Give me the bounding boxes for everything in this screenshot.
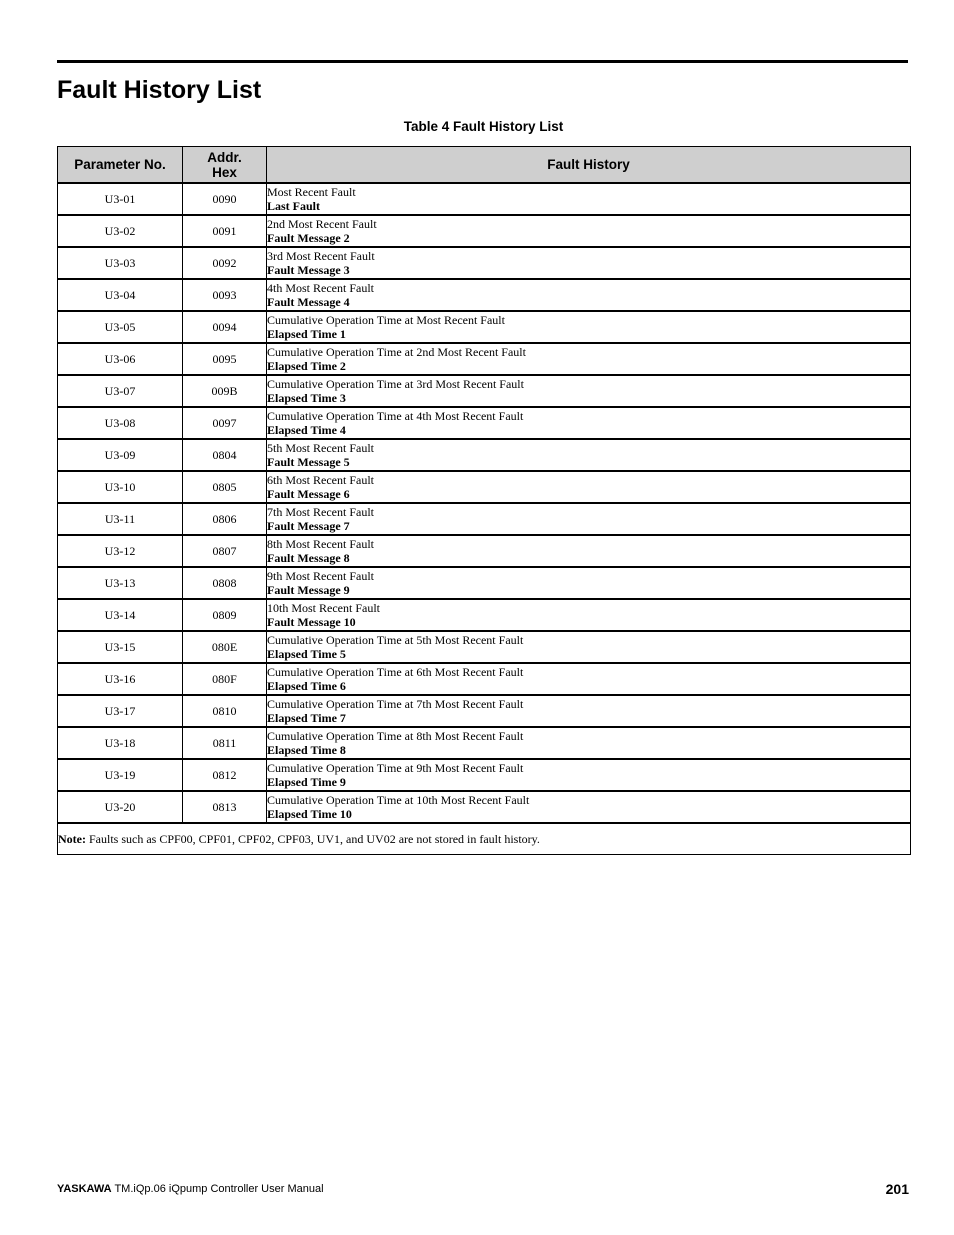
addr-hex-cell: 0097 bbox=[183, 407, 267, 439]
fault-display-name: Elapsed Time 8 bbox=[267, 743, 346, 757]
table-row bbox=[58, 791, 911, 823]
addr-hex-cell: 0810 bbox=[183, 695, 267, 727]
table-row bbox=[58, 407, 911, 439]
fault-display-name: Elapsed Time 2 bbox=[267, 359, 346, 373]
fault-history-cell bbox=[267, 375, 911, 407]
fault-description: Cumulative Operation Time at 10th Most Recent Fault bbox=[267, 793, 530, 807]
fault-description: Cumulative Operation Time at 5th Most Recent Fault bbox=[267, 633, 524, 647]
fault-display-name: Last Fault bbox=[267, 199, 321, 213]
parameter-no-cell: U3-09 bbox=[58, 439, 183, 471]
parameter-no-cell: U3-07 bbox=[58, 375, 183, 407]
addr-hex-cell: 080F bbox=[183, 663, 267, 695]
addr-hex-cell: 0805 bbox=[183, 471, 267, 503]
parameter-no-cell: U3-01 bbox=[58, 183, 183, 215]
fault-description: 3rd Most Recent Fault bbox=[267, 249, 375, 263]
table-row bbox=[58, 343, 911, 375]
parameter-no-cell: U3-04 bbox=[58, 279, 183, 311]
fault-display-name: Fault Message 2 bbox=[267, 231, 350, 245]
addr-hex-cell: 0808 bbox=[183, 567, 267, 599]
fault-history-cell bbox=[267, 471, 911, 503]
page-number: 201 bbox=[885, 1181, 909, 1197]
fault-history-cell bbox=[267, 759, 911, 791]
parameter-no-cell: U3-20 bbox=[58, 791, 183, 823]
parameter-no-cell: U3-05 bbox=[58, 311, 183, 343]
table-row bbox=[58, 183, 911, 215]
table-header-row bbox=[58, 147, 911, 184]
addr-hex-cell: 0090 bbox=[183, 183, 267, 215]
fault-history-cell bbox=[267, 343, 911, 375]
table-row bbox=[58, 247, 911, 279]
fault-description: 5th Most Recent Fault bbox=[267, 441, 374, 455]
fault-history-cell bbox=[267, 215, 911, 247]
addr-hex-cell: 0094 bbox=[183, 311, 267, 343]
table-row bbox=[58, 631, 911, 663]
parameter-no-cell: U3-17 bbox=[58, 695, 183, 727]
fault-history-cell bbox=[267, 439, 911, 471]
table-row bbox=[58, 311, 911, 343]
fault-description: Cumulative Operation Time at 6th Most Recent Fault bbox=[267, 665, 524, 679]
table-row bbox=[58, 567, 911, 599]
table-row bbox=[58, 599, 911, 631]
parameter-no-cell: U3-10 bbox=[58, 471, 183, 503]
fault-history-cell bbox=[267, 279, 911, 311]
parameter-no-cell: U3-13 bbox=[58, 567, 183, 599]
fault-description: 4th Most Recent Fault bbox=[267, 281, 374, 295]
addr-hex-cell: 0812 bbox=[183, 759, 267, 791]
parameter-no-cell: U3-11 bbox=[58, 503, 183, 535]
fault-history-cell bbox=[267, 695, 911, 727]
fault-display-name: Elapsed Time 7 bbox=[267, 711, 346, 725]
table-row bbox=[58, 375, 911, 407]
footer-brand: YASKAWA bbox=[57, 1183, 112, 1195]
fault-history-cell bbox=[267, 599, 911, 631]
addr-hex-cell: 080E bbox=[183, 631, 267, 663]
header-parameter-no: Parameter No. bbox=[58, 147, 183, 184]
note-text: Faults such as CPF00, CPF01, CPF02, CPF03, UV1, and UV02 are not stored in fault history. bbox=[85, 832, 540, 846]
parameter-no-cell: U3-06 bbox=[58, 343, 183, 375]
table-row bbox=[58, 471, 911, 503]
fault-description: 2nd Most Recent Fault bbox=[267, 217, 377, 231]
fault-display-name: Fault Message 7 bbox=[267, 519, 350, 533]
addr-hex-cell: 0807 bbox=[183, 535, 267, 567]
fault-description: Cumulative Operation Time at 3rd Most Recent Fault bbox=[267, 377, 524, 391]
addr-hex-cell: 0806 bbox=[183, 503, 267, 535]
note-label: Note: bbox=[58, 832, 86, 846]
parameter-no-cell: U3-12 bbox=[58, 535, 183, 567]
fault-display-name: Elapsed Time 3 bbox=[267, 391, 346, 405]
fault-display-name: Fault Message 6 bbox=[267, 487, 350, 501]
fault-display-name: Fault Message 10 bbox=[267, 615, 356, 629]
table-body bbox=[58, 183, 911, 855]
parameter-no-cell: U3-19 bbox=[58, 759, 183, 791]
addr-hex-cell: 0809 bbox=[183, 599, 267, 631]
fault-display-name: Fault Message 4 bbox=[267, 295, 350, 309]
top-rule bbox=[57, 60, 908, 63]
fault-display-name: Elapsed Time 4 bbox=[267, 423, 346, 437]
footer-document-title bbox=[57, 1183, 324, 1195]
table-row bbox=[58, 663, 911, 695]
table-row bbox=[58, 439, 911, 471]
parameter-no-cell: U3-14 bbox=[58, 599, 183, 631]
parameter-no-cell: U3-15 bbox=[58, 631, 183, 663]
parameter-no-cell: U3-16 bbox=[58, 663, 183, 695]
fault-description: Cumulative Operation Time at 4th Most Recent Fault bbox=[267, 409, 524, 423]
table-row bbox=[58, 695, 911, 727]
page-title: Fault History List bbox=[57, 76, 262, 104]
fault-description: 10th Most Recent Fault bbox=[267, 601, 380, 615]
parameter-no-cell: U3-08 bbox=[58, 407, 183, 439]
fault-description: Most Recent Fault bbox=[267, 185, 356, 199]
fault-history-table bbox=[57, 146, 911, 855]
fault-display-name: Fault Message 3 bbox=[267, 263, 350, 277]
fault-description: 8th Most Recent Fault bbox=[267, 537, 374, 551]
fault-description: Cumulative Operation Time at Most Recent Fault bbox=[267, 313, 505, 327]
header-hex-label: Hex bbox=[212, 164, 237, 180]
addr-hex-cell: 0092 bbox=[183, 247, 267, 279]
fault-display-name: Elapsed Time 10 bbox=[267, 807, 352, 821]
fault-description: Cumulative Operation Time at 8th Most Recent Fault bbox=[267, 729, 524, 743]
table-row bbox=[58, 535, 911, 567]
table-row bbox=[58, 727, 911, 759]
parameter-no-cell: U3-03 bbox=[58, 247, 183, 279]
fault-description: 7th Most Recent Fault bbox=[267, 505, 374, 519]
fault-display-name: Elapsed Time 6 bbox=[267, 679, 346, 693]
table-caption: Table 4 Fault History List bbox=[403, 119, 564, 134]
header-addr-label: Addr. bbox=[207, 149, 242, 165]
fault-description: Cumulative Operation Time at 7th Most Recent Fault bbox=[267, 697, 524, 711]
fault-display-name: Elapsed Time 5 bbox=[267, 647, 346, 661]
fault-history-cell bbox=[267, 567, 911, 599]
fault-display-name: Elapsed Time 1 bbox=[267, 327, 346, 341]
fault-history-cell bbox=[267, 791, 911, 823]
fault-history-cell bbox=[267, 535, 911, 567]
fault-history-cell bbox=[267, 247, 911, 279]
header-fault-history: Fault History bbox=[267, 147, 911, 184]
fault-description: Cumulative Operation Time at 9th Most Recent Fault bbox=[267, 761, 524, 775]
fault-history-cell bbox=[267, 311, 911, 343]
fault-display-name: Fault Message 9 bbox=[267, 583, 350, 597]
fault-history-cell bbox=[267, 503, 911, 535]
fault-display-name: Elapsed Time 9 bbox=[267, 775, 346, 789]
note-row bbox=[58, 823, 911, 855]
fault-description: 6th Most Recent Fault bbox=[267, 473, 374, 487]
fault-description: Cumulative Operation Time at 2nd Most Recent Fault bbox=[267, 345, 526, 359]
table-row bbox=[58, 279, 911, 311]
addr-hex-cell: 009B bbox=[183, 375, 267, 407]
fault-description: 9th Most Recent Fault bbox=[267, 569, 374, 583]
fault-display-name: Fault Message 5 bbox=[267, 455, 350, 469]
parameter-no-cell: U3-02 bbox=[58, 215, 183, 247]
fault-display-name: Fault Message 8 bbox=[267, 551, 350, 565]
table-row bbox=[58, 759, 911, 791]
addr-hex-cell: 0811 bbox=[183, 727, 267, 759]
addr-hex-cell: 0093 bbox=[183, 279, 267, 311]
table-row bbox=[58, 503, 911, 535]
fault-history-cell bbox=[267, 183, 911, 215]
header-addr-hex bbox=[183, 147, 267, 184]
addr-hex-cell: 0813 bbox=[183, 791, 267, 823]
fault-history-cell bbox=[267, 407, 911, 439]
table-row bbox=[58, 215, 911, 247]
footer-doc-name: TM.iQp.06 iQpump Controller User Manual bbox=[111, 1183, 324, 1195]
parameter-no-cell: U3-18 bbox=[58, 727, 183, 759]
fault-history-cell bbox=[267, 663, 911, 695]
fault-history-cell bbox=[267, 727, 911, 759]
addr-hex-cell: 0095 bbox=[183, 343, 267, 375]
addr-hex-cell: 0091 bbox=[183, 215, 267, 247]
addr-hex-cell: 0804 bbox=[183, 439, 267, 471]
fault-history-cell bbox=[267, 631, 911, 663]
note-cell bbox=[58, 823, 911, 855]
